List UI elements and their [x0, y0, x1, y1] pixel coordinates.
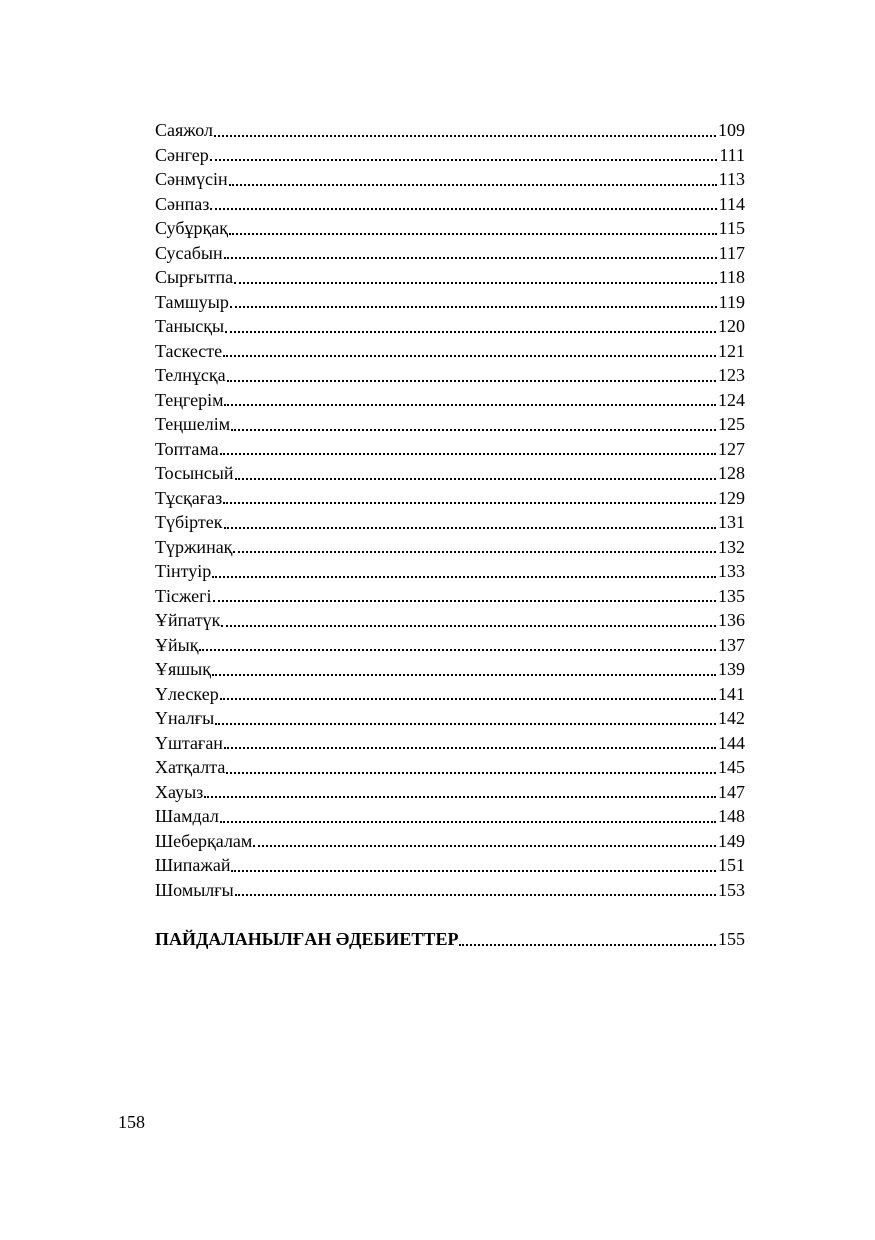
- toc-entry-title: Шомылғы: [155, 879, 234, 900]
- toc-entry-page: 120: [718, 316, 745, 336]
- toc-leader-dots: [233, 551, 716, 553]
- toc-entry[interactable]: [155, 241, 745, 266]
- toc-entry-page: 114: [718, 193, 745, 214]
- toc-entry[interactable]: [155, 535, 745, 560]
- toc-leader-dots: [231, 429, 716, 431]
- toc-entry[interactable]: [155, 780, 745, 805]
- toc-leader-dots: [220, 698, 716, 700]
- toc-entry-page: 109: [718, 120, 745, 140]
- toc-entry[interactable]: [155, 755, 745, 780]
- toc-leader-dots: [220, 821, 716, 823]
- toc-entry-page: 113: [718, 169, 745, 189]
- toc-entry-title: Үналғы: [155, 708, 215, 728]
- toc-entry-title: Хатқалта: [155, 757, 226, 777]
- toc-entry-page: 147: [718, 781, 745, 802]
- toc-entry-title: Тісжегі: [155, 585, 212, 606]
- toc-entry[interactable]: [155, 608, 745, 633]
- toc-leader-dots: [225, 331, 716, 333]
- toc-leader-dots: [215, 723, 716, 725]
- toc-entry-page: 129: [718, 487, 745, 508]
- toc-entry[interactable]: [155, 584, 745, 609]
- toc-leader-dots: [226, 772, 716, 774]
- toc-entry[interactable]: [155, 363, 745, 388]
- toc-leader-dots: [229, 184, 717, 186]
- toc-entry[interactable]: [155, 339, 745, 364]
- toc-leader-dots: [214, 135, 716, 137]
- toc-entry-title: Ұяшық: [155, 659, 211, 679]
- toc-leader-dots: [212, 674, 716, 676]
- toc-entry-title: Сырғытпа: [155, 267, 234, 287]
- toc-leader-dots: [459, 944, 716, 946]
- toc-entry-page: 153: [718, 879, 745, 900]
- toc-entry[interactable]: [155, 682, 745, 707]
- toc-entry[interactable]: [155, 853, 745, 878]
- toc-leader-dots: [231, 870, 716, 872]
- toc-entry-title: Сәнмүсін: [155, 169, 228, 189]
- toc-entry[interactable]: [155, 118, 745, 143]
- toc-entry-title: Ұйпатүк: [155, 610, 221, 630]
- toc-entry-title: Топтама: [155, 438, 219, 459]
- toc-entry-title: Шамдал: [155, 806, 219, 826]
- toc-entry-title: Теңшелім: [155, 414, 231, 434]
- toc-leader-dots: [212, 576, 716, 578]
- toc-entry-page: 141: [718, 683, 745, 704]
- toc-entry[interactable]: [155, 804, 745, 829]
- toc-entry-page: 127: [718, 438, 745, 459]
- toc-entry[interactable]: [155, 388, 745, 413]
- toc-entry[interactable]: [155, 706, 745, 731]
- toc-entry-title: Сусабын: [155, 242, 223, 263]
- toc-entry[interactable]: [155, 829, 745, 854]
- toc-entry-page: 132: [718, 536, 745, 557]
- toc-entry-page: 124: [718, 389, 745, 410]
- toc-leader-dots: [199, 649, 716, 651]
- toc-entry[interactable]: [155, 878, 745, 903]
- toc-entry[interactable]: [155, 486, 745, 511]
- toc-entry[interactable]: [155, 437, 745, 462]
- toc-entry[interactable]: [155, 657, 745, 682]
- toc-leader-dots: [204, 796, 716, 798]
- toc-entries: [155, 118, 745, 902]
- toc-entry-page: 125: [718, 414, 745, 434]
- toc-entry[interactable]: [155, 265, 745, 290]
- toc-entry[interactable]: [155, 290, 745, 315]
- toc-entry-title: Сәнпаз: [155, 193, 210, 214]
- toc-entry-title: Танысқы: [155, 316, 225, 336]
- toc-entry-title: Үштаған: [155, 732, 223, 753]
- toc-leader-dots: [230, 306, 717, 308]
- toc-entry-title: Тінтуір: [155, 561, 212, 581]
- toc-leader-dots: [213, 600, 716, 602]
- toc-entry[interactable]: [155, 412, 745, 437]
- toc-leader-dots: [221, 625, 716, 627]
- toc-entry[interactable]: [155, 461, 745, 486]
- toc-leader-dots: [224, 527, 716, 529]
- toc-leader-dots: [235, 894, 716, 896]
- toc-entry-page: 111: [719, 144, 745, 165]
- toc-entry-title: Шеберқалам: [155, 830, 253, 851]
- toc-leader-dots: [210, 159, 718, 161]
- toc-leader-dots: [227, 380, 716, 382]
- toc-entry-page: 139: [718, 659, 745, 679]
- toc-leader-dots: [235, 478, 716, 480]
- toc-leader-dots: [224, 257, 717, 259]
- toc-entry-title: Саяжол: [155, 120, 214, 140]
- toc-entry-title: Сәнгер: [155, 144, 209, 165]
- toc-references-title: ПАЙДАЛАНЫЛҒАН ӘДЕБИЕТТЕР: [155, 929, 459, 949]
- toc-entry-page: 135: [718, 585, 745, 606]
- toc-entry-page: 121: [718, 340, 745, 361]
- toc-entry-title: Таскесте: [155, 340, 223, 361]
- table-of-contents: [155, 118, 745, 952]
- toc-entry-page: 117: [718, 242, 745, 263]
- toc-leader-dots: [229, 233, 717, 235]
- toc-leader-dots: [220, 453, 716, 455]
- toc-leader-dots: [234, 282, 717, 284]
- toc-entry-title: Түржинақ: [155, 536, 233, 557]
- toc-entry[interactable]: [155, 731, 745, 756]
- toc-leader-dots: [223, 355, 716, 357]
- toc-entry-page: 149: [718, 830, 745, 851]
- toc-entry[interactable]: [155, 510, 745, 535]
- toc-references-page: 155: [718, 929, 745, 949]
- toc-entry-page: 151: [718, 855, 745, 875]
- toc-entry-page: 137: [718, 634, 745, 655]
- toc-entry[interactable]: [155, 559, 745, 584]
- toc-entry-page: 115: [718, 218, 745, 238]
- toc-entry-page: 123: [718, 365, 745, 385]
- toc-entry-page: 128: [718, 463, 745, 483]
- toc-entry[interactable]: [155, 143, 745, 168]
- toc-entry-title: Тамшуыр: [155, 291, 229, 312]
- toc-entry[interactable]: [155, 167, 745, 192]
- toc-entry-title: Хауыз: [155, 781, 204, 802]
- toc-entry[interactable]: [155, 633, 745, 658]
- toc-entry-title: Үлескер: [155, 683, 219, 704]
- toc-entry-page: 144: [718, 732, 745, 753]
- toc-leader-dots: [210, 208, 716, 210]
- toc-leader-dots: [223, 502, 716, 504]
- toc-leader-dots: [253, 845, 716, 847]
- toc-entry-page: 145: [718, 757, 745, 777]
- toc-entry-title: Тосынсый: [155, 463, 234, 483]
- toc-entry-page: 148: [718, 806, 745, 826]
- toc-entry-page: 118: [718, 267, 745, 287]
- toc-entry-title: Тұсқағаз: [155, 487, 223, 508]
- toc-leader-dots: [224, 404, 716, 406]
- toc-entry-page: 133: [718, 561, 745, 581]
- toc-entry-title: Шипажай: [155, 855, 231, 875]
- toc-entry-title: Ұйық: [155, 634, 199, 655]
- toc-entry-title: Телнұсқа: [155, 365, 226, 385]
- toc-references-entry[interactable]: [155, 927, 745, 952]
- toc-entry-title: Түбіртек: [155, 512, 223, 532]
- toc-entry[interactable]: [155, 314, 745, 339]
- toc-entry-page: 131: [718, 512, 745, 532]
- toc-entry-title: Теңгерім: [155, 389, 224, 410]
- toc-entry-title: Субұрқақ: [155, 218, 228, 238]
- toc-entry[interactable]: [155, 216, 745, 241]
- toc-leader-dots: [224, 747, 716, 749]
- toc-entry-page: 136: [718, 610, 745, 630]
- page-number: 158: [118, 1112, 145, 1132]
- toc-entry[interactable]: [155, 192, 745, 217]
- toc-entry-page: 142: [718, 708, 745, 728]
- toc-entry-page: 119: [718, 291, 745, 312]
